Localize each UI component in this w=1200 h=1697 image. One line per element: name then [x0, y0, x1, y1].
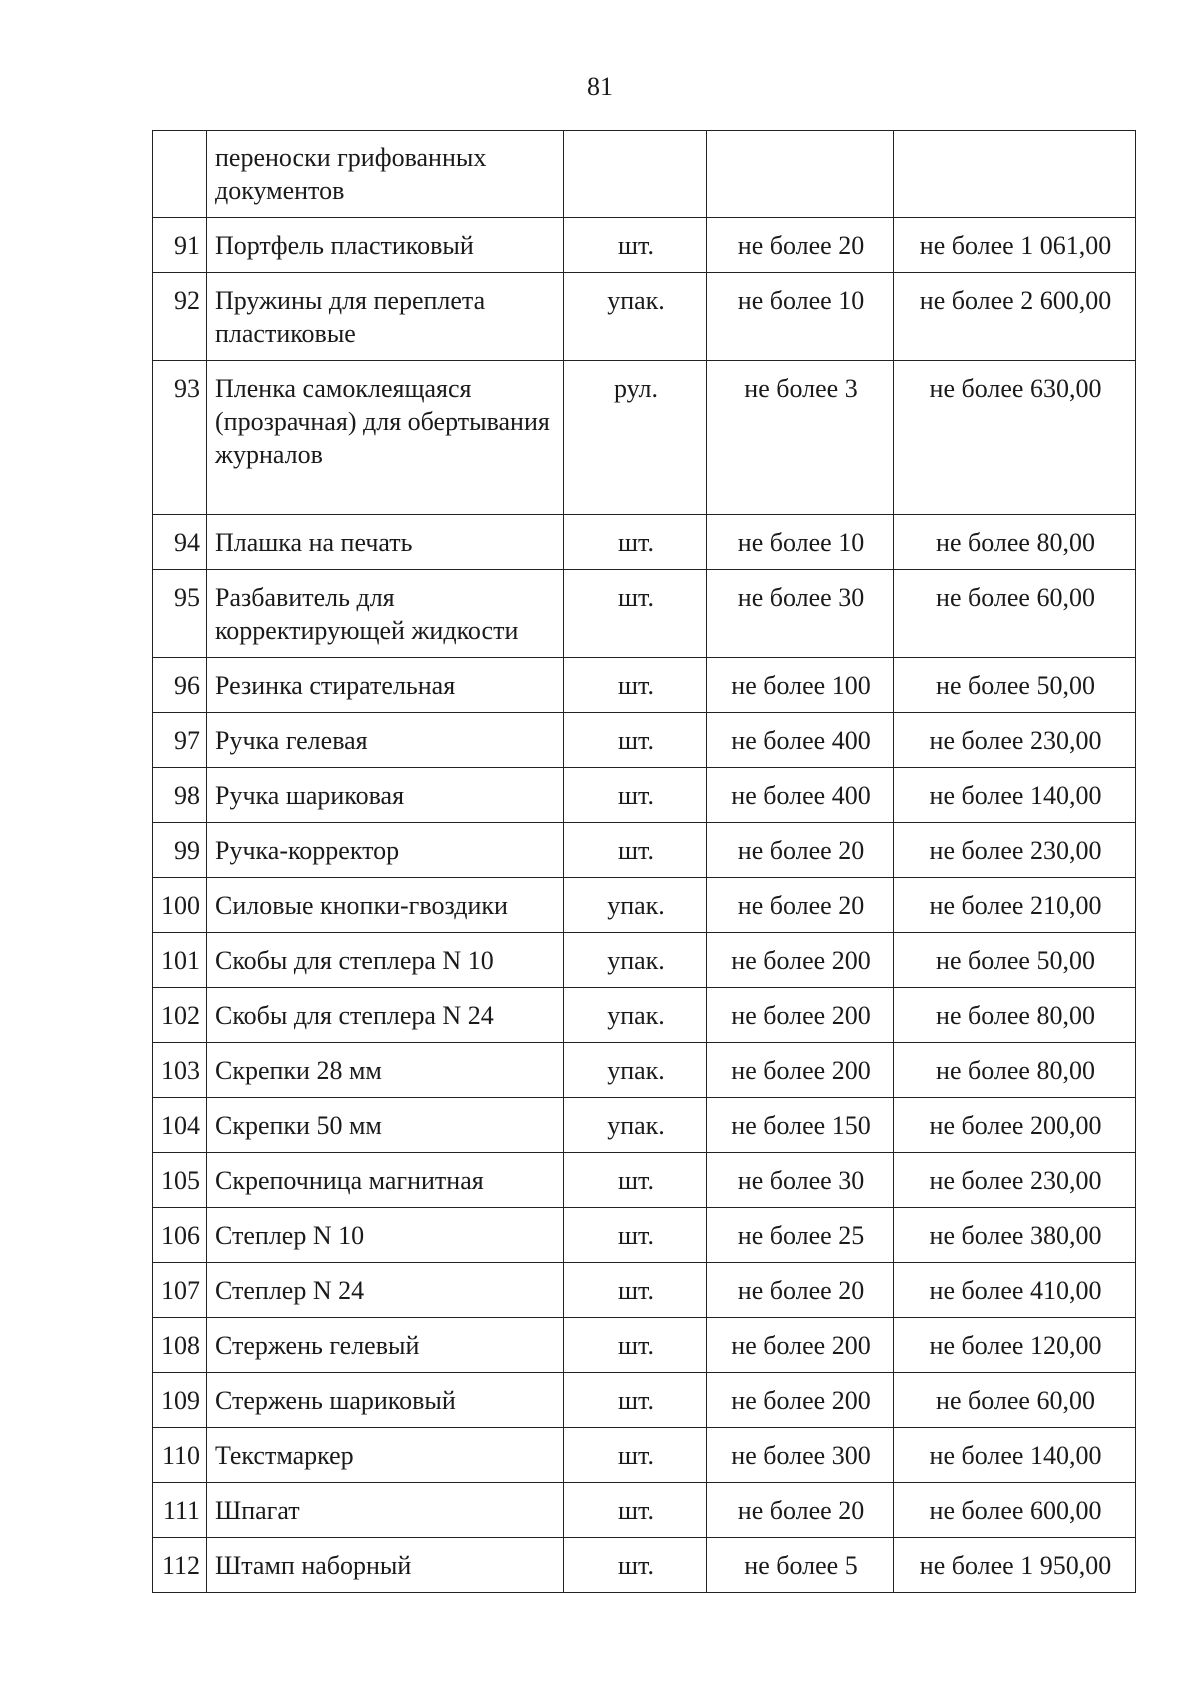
item-name: Ручка-корректор — [207, 823, 564, 878]
item-price: не более 600,00 — [894, 1483, 1136, 1538]
item-quantity — [707, 131, 894, 218]
item-unit: шт. — [564, 515, 707, 570]
row-number — [153, 131, 207, 218]
row-number: 103 — [153, 1043, 207, 1098]
item-quantity: не более 300 — [707, 1428, 894, 1483]
item-name: Пружины для переплета пластиковые — [207, 273, 564, 361]
table-row — [153, 658, 1136, 713]
row-number: 110 — [153, 1428, 207, 1483]
item-price: не более 120,00 — [894, 1318, 1136, 1373]
item-unit: шт. — [564, 1428, 707, 1483]
item-name: Портфель пластиковый — [207, 218, 564, 273]
item-name: Стержень гелевый — [207, 1318, 564, 1373]
item-price: не более 410,00 — [894, 1263, 1136, 1318]
item-name: Текстмаркер — [207, 1428, 564, 1483]
item-name: Степлер N 10 — [207, 1208, 564, 1263]
table-row — [153, 933, 1136, 988]
item-unit — [564, 131, 707, 218]
item-price: не более 140,00 — [894, 1428, 1136, 1483]
item-unit: шт. — [564, 1153, 707, 1208]
table-row — [153, 1098, 1136, 1153]
table-row — [153, 361, 1136, 515]
item-quantity: не более 20 — [707, 823, 894, 878]
item-price: не более 60,00 — [894, 570, 1136, 658]
row-number: 112 — [153, 1538, 207, 1593]
item-quantity: не более 200 — [707, 988, 894, 1043]
item-quantity: не более 400 — [707, 713, 894, 768]
item-price: не более 50,00 — [894, 933, 1136, 988]
item-price: не более 630,00 — [894, 361, 1136, 515]
item-price: не более 80,00 — [894, 1043, 1136, 1098]
item-name: Пленка самоклеящаяся (прозрачная) для обертывания журналов — [207, 361, 564, 515]
row-number: 109 — [153, 1373, 207, 1428]
item-price: не более 140,00 — [894, 768, 1136, 823]
item-unit: шт. — [564, 1263, 707, 1318]
table-row — [153, 878, 1136, 933]
item-price: не более 80,00 — [894, 515, 1136, 570]
item-quantity: не более 200 — [707, 1043, 894, 1098]
item-price — [894, 131, 1136, 218]
item-price: не более 380,00 — [894, 1208, 1136, 1263]
item-name: Ручка гелевая — [207, 713, 564, 768]
item-unit: шт. — [564, 1483, 707, 1538]
row-number: 104 — [153, 1098, 207, 1153]
row-number: 96 — [153, 658, 207, 713]
item-unit: рул. — [564, 361, 707, 515]
table-row — [153, 570, 1136, 658]
row-number: 107 — [153, 1263, 207, 1318]
item-unit: шт. — [564, 1538, 707, 1593]
item-name: Скрепки 28 мм — [207, 1043, 564, 1098]
item-price: не более 80,00 — [894, 988, 1136, 1043]
item-quantity: не более 5 — [707, 1538, 894, 1593]
table-row — [153, 1043, 1136, 1098]
item-price: не более 1 950,00 — [894, 1538, 1136, 1593]
item-price: не более 210,00 — [894, 878, 1136, 933]
table-row — [153, 1483, 1136, 1538]
item-price: не более 230,00 — [894, 713, 1136, 768]
item-name: Резинка стирательная — [207, 658, 564, 713]
item-unit: шт. — [564, 1373, 707, 1428]
item-price: не более 2 600,00 — [894, 273, 1136, 361]
item-quantity: не более 20 — [707, 878, 894, 933]
row-number: 108 — [153, 1318, 207, 1373]
item-quantity: не более 25 — [707, 1208, 894, 1263]
row-number: 111 — [153, 1483, 207, 1538]
item-unit: шт. — [564, 768, 707, 823]
item-quantity: не более 10 — [707, 273, 894, 361]
item-name: Шпагат — [207, 1483, 564, 1538]
item-unit: упак. — [564, 933, 707, 988]
row-number: 101 — [153, 933, 207, 988]
item-quantity: не более 200 — [707, 1373, 894, 1428]
row-number: 91 — [153, 218, 207, 273]
row-number: 93 — [153, 361, 207, 515]
item-quantity: не более 10 — [707, 515, 894, 570]
item-name: Стержень шариковый — [207, 1373, 564, 1428]
item-name: Скрепочница магнитная — [207, 1153, 564, 1208]
item-unit: шт. — [564, 713, 707, 768]
item-price: не более 1 061,00 — [894, 218, 1136, 273]
table-row — [153, 1318, 1136, 1373]
row-number: 95 — [153, 570, 207, 658]
item-unit: упак. — [564, 273, 707, 361]
row-number: 102 — [153, 988, 207, 1043]
table-row — [153, 823, 1136, 878]
item-price: не более 60,00 — [894, 1373, 1136, 1428]
item-unit: упак. — [564, 878, 707, 933]
table-row — [153, 1153, 1136, 1208]
table-row — [153, 713, 1136, 768]
page-number: 81 — [587, 72, 613, 101]
item-quantity: не более 20 — [707, 218, 894, 273]
item-name: Скобы для степлера N 24 — [207, 988, 564, 1043]
table-row — [153, 273, 1136, 361]
table-row — [153, 988, 1136, 1043]
table-row — [153, 768, 1136, 823]
item-quantity: не более 200 — [707, 933, 894, 988]
item-quantity: не более 400 — [707, 768, 894, 823]
item-price: не более 230,00 — [894, 1153, 1136, 1208]
table-row — [153, 131, 1136, 218]
item-unit: шт. — [564, 1318, 707, 1373]
row-number: 99 — [153, 823, 207, 878]
table-row — [153, 1538, 1136, 1593]
item-name: Плашка на печать — [207, 515, 564, 570]
item-price: не более 230,00 — [894, 823, 1136, 878]
item-quantity: не более 3 — [707, 361, 894, 515]
table-row — [153, 218, 1136, 273]
item-unit: шт. — [564, 570, 707, 658]
item-quantity: не более 30 — [707, 1153, 894, 1208]
item-name: Скобы для степлера N 10 — [207, 933, 564, 988]
item-quantity: не более 100 — [707, 658, 894, 713]
row-number: 92 — [153, 273, 207, 361]
row-number: 97 — [153, 713, 207, 768]
table-row — [153, 515, 1136, 570]
table-row — [153, 1263, 1136, 1318]
item-name: Степлер N 24 — [207, 1263, 564, 1318]
row-number: 100 — [153, 878, 207, 933]
item-quantity: не более 30 — [707, 570, 894, 658]
item-unit: упак. — [564, 988, 707, 1043]
item-unit: упак. — [564, 1098, 707, 1153]
table-row — [153, 1428, 1136, 1483]
item-price: не более 50,00 — [894, 658, 1136, 713]
items-table — [152, 130, 1136, 1593]
item-name: Силовые кнопки-гвоздики — [207, 878, 564, 933]
table-row — [153, 1373, 1136, 1428]
item-unit: шт. — [564, 1208, 707, 1263]
item-name: переноски грифованных документов — [207, 131, 564, 218]
row-number: 106 — [153, 1208, 207, 1263]
row-number: 105 — [153, 1153, 207, 1208]
item-quantity: не более 150 — [707, 1098, 894, 1153]
item-name: Ручка шариковая — [207, 768, 564, 823]
item-quantity: не более 20 — [707, 1263, 894, 1318]
item-quantity: не более 200 — [707, 1318, 894, 1373]
item-name: Штамп наборный — [207, 1538, 564, 1593]
row-number: 98 — [153, 768, 207, 823]
item-unit: шт. — [564, 218, 707, 273]
item-unit: шт. — [564, 658, 707, 713]
item-unit: упак. — [564, 1043, 707, 1098]
item-name: Скрепки 50 мм — [207, 1098, 564, 1153]
row-number: 94 — [153, 515, 207, 570]
item-name: Разбавитель для корректирующей жидкости — [207, 570, 564, 658]
item-price: не более 200,00 — [894, 1098, 1136, 1153]
table-row — [153, 1208, 1136, 1263]
item-quantity: не более 20 — [707, 1483, 894, 1538]
item-unit: шт. — [564, 823, 707, 878]
